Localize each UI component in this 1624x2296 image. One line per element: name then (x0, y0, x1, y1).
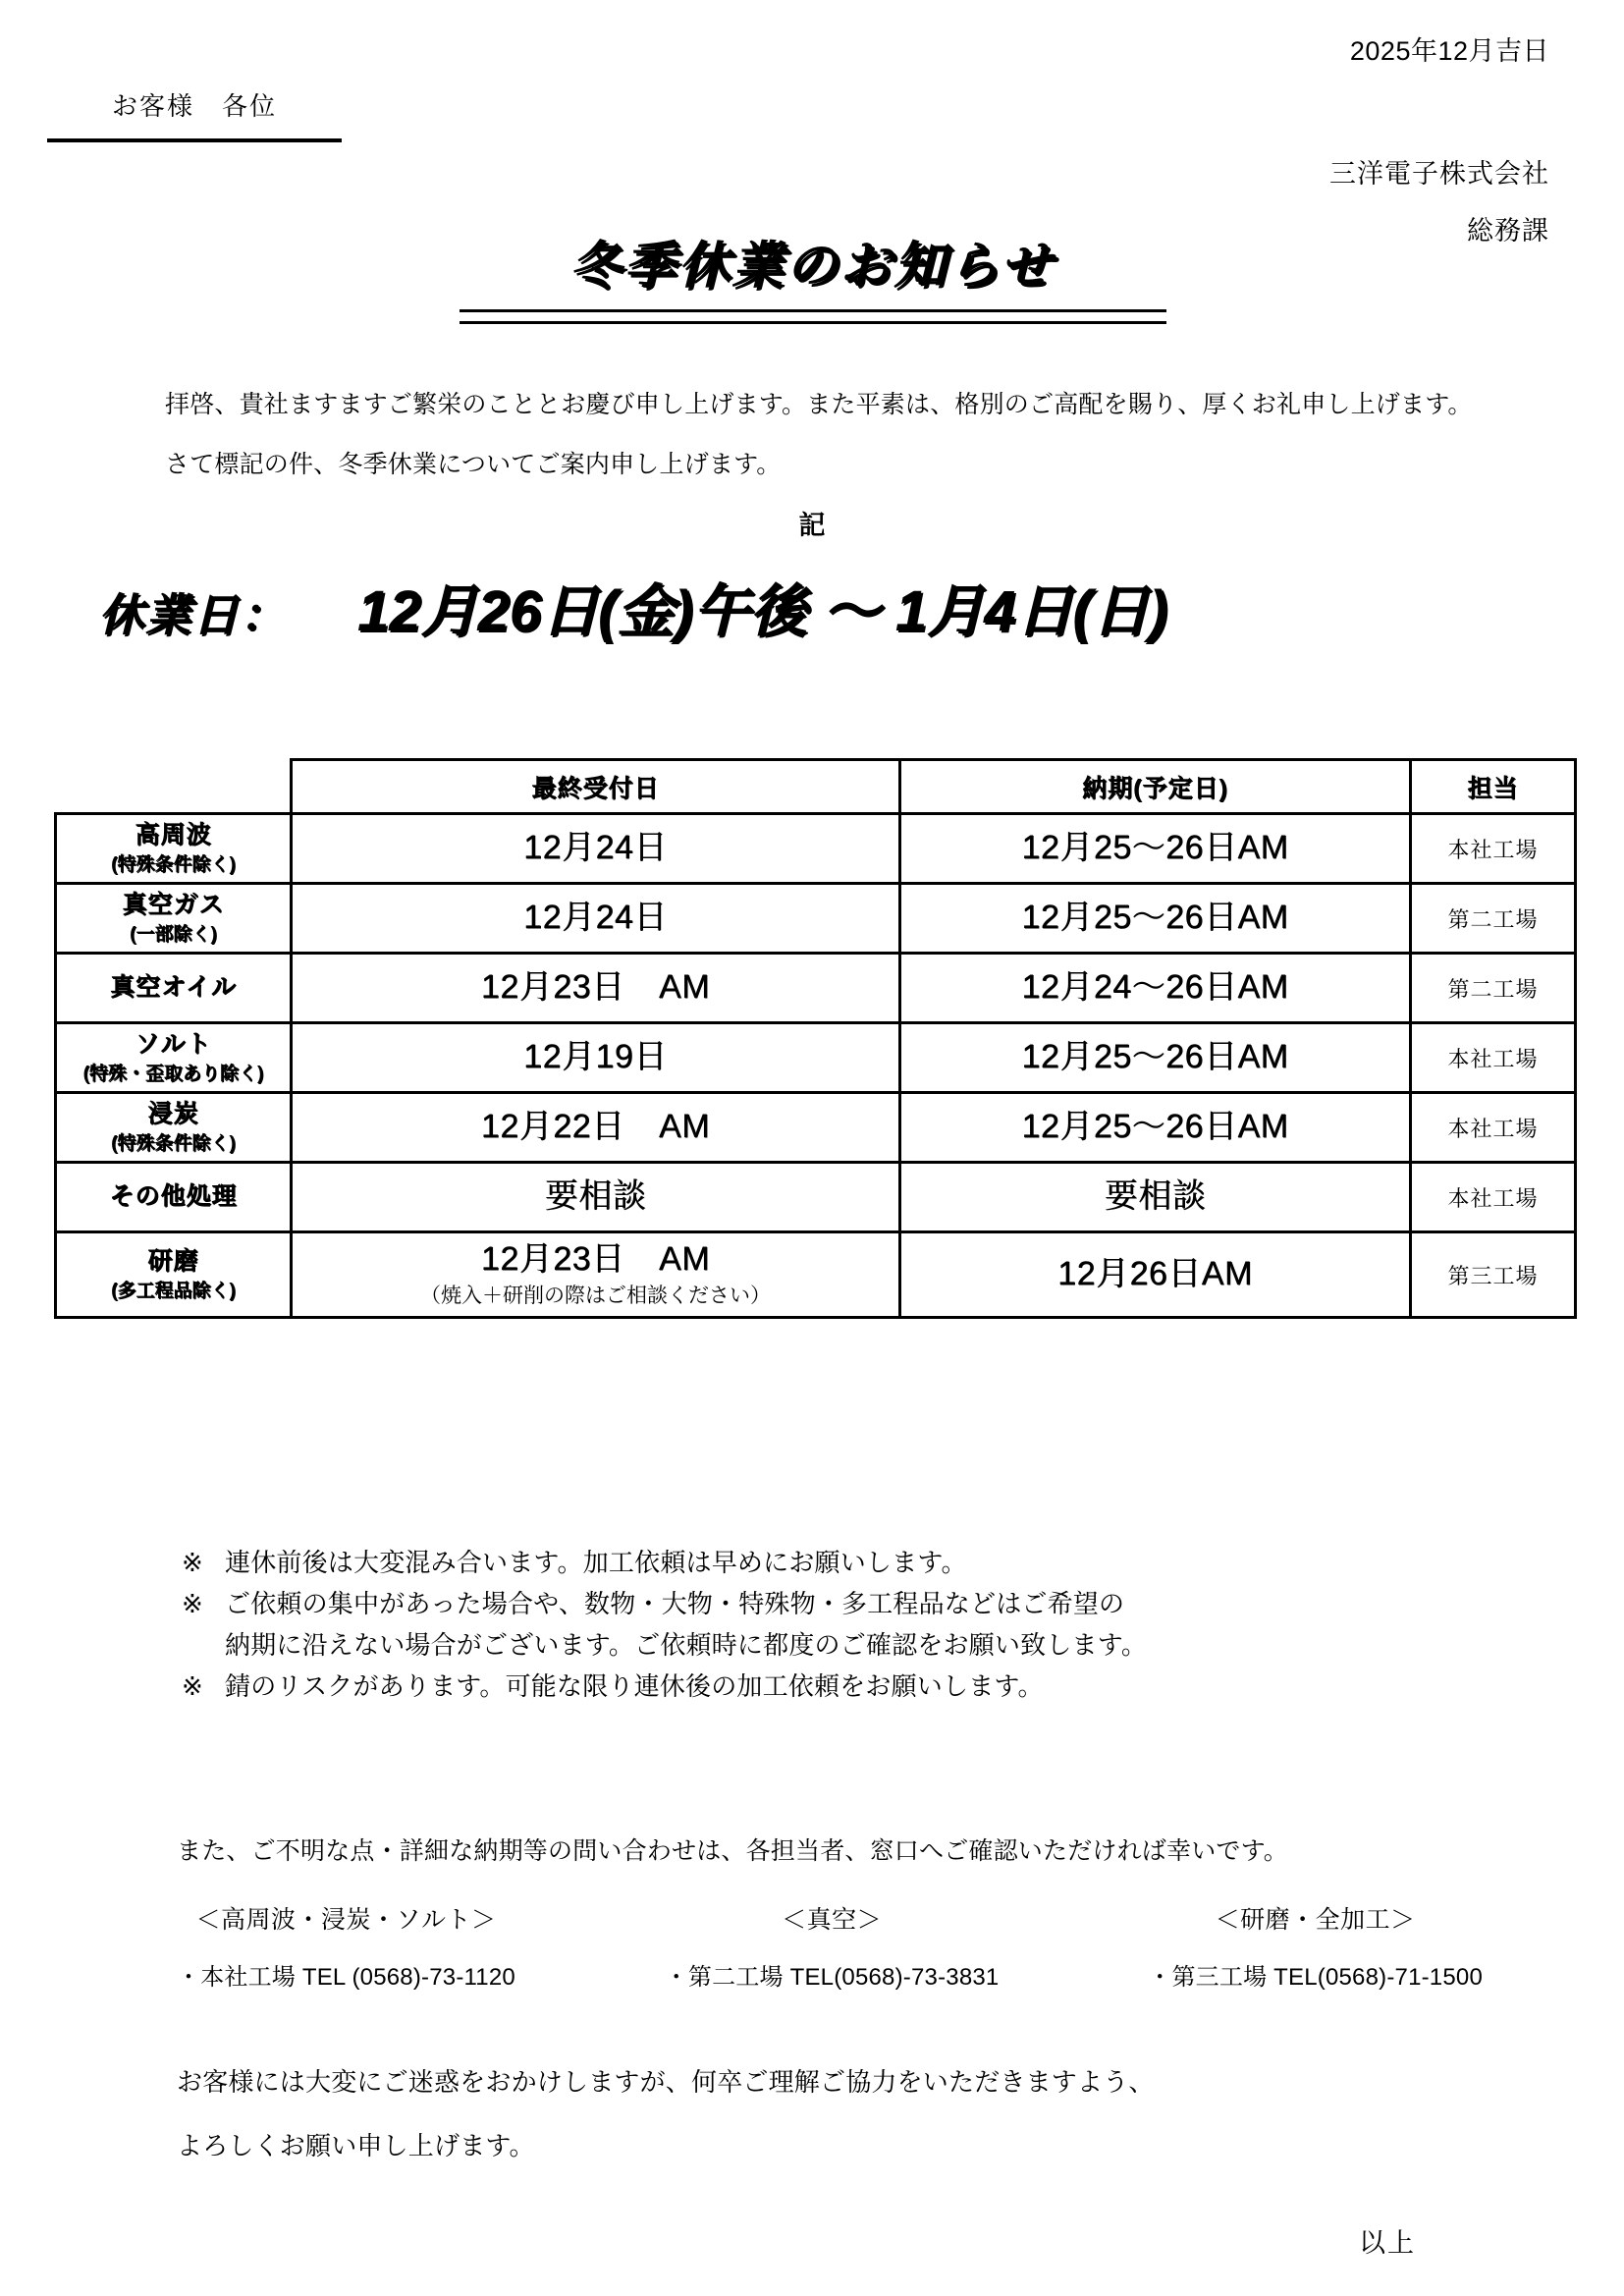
row-delivery: 12月25～26日AM (900, 884, 1411, 954)
ki-marker: 記 (798, 511, 826, 540)
table-corner-cell (56, 760, 292, 814)
title-double-rule (460, 309, 1166, 324)
contact-group-tel: ・本社工場 TEL (0568)-73-1120 (177, 1964, 515, 1991)
note-item: ※ ご依頼の集中があった場合や、数物・大物・特殊物・多工程品などはご希望の (182, 1583, 1147, 1624)
row-reception: 要相談 (292, 1163, 900, 1232)
ijou-marker: 以上 (1359, 2228, 1416, 2258)
table-row (56, 1023, 1576, 1093)
row-reception: 12月22日 AM (292, 1093, 900, 1163)
addressee-underline (47, 138, 342, 142)
note-item: ※ 連休前後は大変混み合います。加工依頼は早めにお願いします。 (182, 1542, 1147, 1583)
greeting-line-1: 拝啓、貴社ますますご繁栄のこととお慶び申し上げます。また平素は、格別のご高配を賜り、厚くお礼申し上げます。 (165, 391, 1473, 418)
table-row (56, 814, 1576, 884)
row-item: その他処理 (56, 1163, 292, 1232)
note-mark-icon: ※ (182, 1589, 203, 1619)
row-reception: 12月23日 AM (292, 954, 900, 1023)
table-row (56, 1163, 1576, 1232)
row-reception-note: （焼入＋研削の際はご相談ください） (420, 1284, 771, 1307)
table-header-row (56, 760, 1576, 814)
holiday-value: 12月26日(金)午後 ～ 1月4日(日) (357, 579, 1168, 643)
company-name: 三洋電子株式会社 (1329, 159, 1549, 189)
contact-groups (177, 1900, 1483, 1992)
closing-line-2: よろしくお願い申し上げます。 (177, 2131, 535, 2160)
holiday-label: 休業日： (98, 589, 287, 640)
note-mark-icon: ※ (182, 1671, 203, 1702)
row-delivery: 12月25～26日AM (900, 1023, 1411, 1093)
row-charge: 本社工場 (1411, 1163, 1576, 1232)
row-delivery: 要相談 (900, 1163, 1411, 1232)
note-item-continuation: 納期に沿えない場合がございます。ご依頼時に都度のご確認をお願い致します。 (225, 1630, 1148, 1661)
row-charge: 本社工場 (1411, 814, 1576, 884)
issue-date: 2025年12月吉日 (1349, 36, 1549, 66)
page-title: 冬季休業のお知らせ (569, 238, 1055, 295)
row-reception: 12月23日 AM （焼入＋研削の際はご相談ください） (292, 1232, 900, 1318)
row-charge: 本社工場 (1411, 1023, 1576, 1093)
row-item: 高周波 (特殊条件除く) (56, 814, 292, 884)
header-reception: 最終受付日 (292, 760, 900, 814)
department-name: 総務課 (1467, 216, 1549, 246)
note-mark-icon: ※ (182, 1548, 203, 1577)
contact-group-title: ＜高周波・浸炭・ソルト＞ (195, 1906, 497, 1934)
header-charge: 担当 (1411, 760, 1576, 814)
row-delivery: 12月25～26日AM (900, 814, 1411, 884)
row-delivery: 12月24～26日AM (900, 954, 1411, 1023)
row-item: 研磨 (多工程品除く) (56, 1232, 292, 1318)
schedule-table (54, 758, 1577, 1319)
greeting-line-2: さて標記の件、冬季休業についてご案内申し上げます。 (165, 451, 782, 478)
contact-group (665, 1900, 1000, 1992)
table-row (56, 884, 1576, 954)
table-row (56, 954, 1576, 1023)
table-row (56, 1232, 1576, 1318)
contact-group-tel: ・第三工場 TEL(0568)-71-1500 (1148, 1964, 1483, 1991)
notes-list (182, 1542, 1147, 1707)
contact-group (1148, 1900, 1483, 1992)
row-reception: 12月19日 (292, 1023, 900, 1093)
row-item: 真空ガス (一部除く) (56, 884, 292, 954)
row-item: 真空オイル (56, 954, 292, 1023)
note-item: ※ 錆のリスクがあります。可能な限り連休後の加工依頼をお願いします。 (182, 1666, 1147, 1707)
table-row (56, 1093, 1576, 1163)
addressee-label: お客様 各位 (112, 91, 278, 121)
contact-group (177, 1900, 515, 1992)
holiday-period (0, 565, 1624, 647)
row-charge: 第三工場 (1411, 1232, 1576, 1318)
row-charge: 第二工場 (1411, 884, 1576, 954)
row-charge: 第二工場 (1411, 954, 1576, 1023)
row-delivery: 12月25～26日AM (900, 1093, 1411, 1163)
closing-line-1: お客様には大変にご迷惑をおかけしますが、何卒ご理解ご協力をいただきますよう、 (177, 2067, 1155, 2097)
row-item: 浸炭 (特殊条件除く) (56, 1093, 292, 1163)
contact-lead-text: また、ご不明な点・詳細な納期等の問い合わせは、各担当者、窓口へご確認いただければ幸いです。 (177, 1837, 1289, 1865)
addressee-block (47, 86, 361, 142)
contact-group-tel: ・第二工場 TEL(0568)-73-3831 (664, 1964, 1000, 1991)
contact-group-title: ＜真空＞ (782, 1906, 883, 1934)
row-reception: 12月24日 (292, 884, 900, 954)
row-charge: 本社工場 (1411, 1093, 1576, 1163)
row-delivery: 12月26日AM (900, 1232, 1411, 1318)
row-item: ソルト (特殊・歪取あり除く) (56, 1023, 292, 1093)
row-reception: 12月24日 (292, 814, 900, 884)
contact-group-title: ＜研磨・全加工＞ (1215, 1906, 1416, 1934)
header-delivery: 納期(予定日) (900, 760, 1411, 814)
